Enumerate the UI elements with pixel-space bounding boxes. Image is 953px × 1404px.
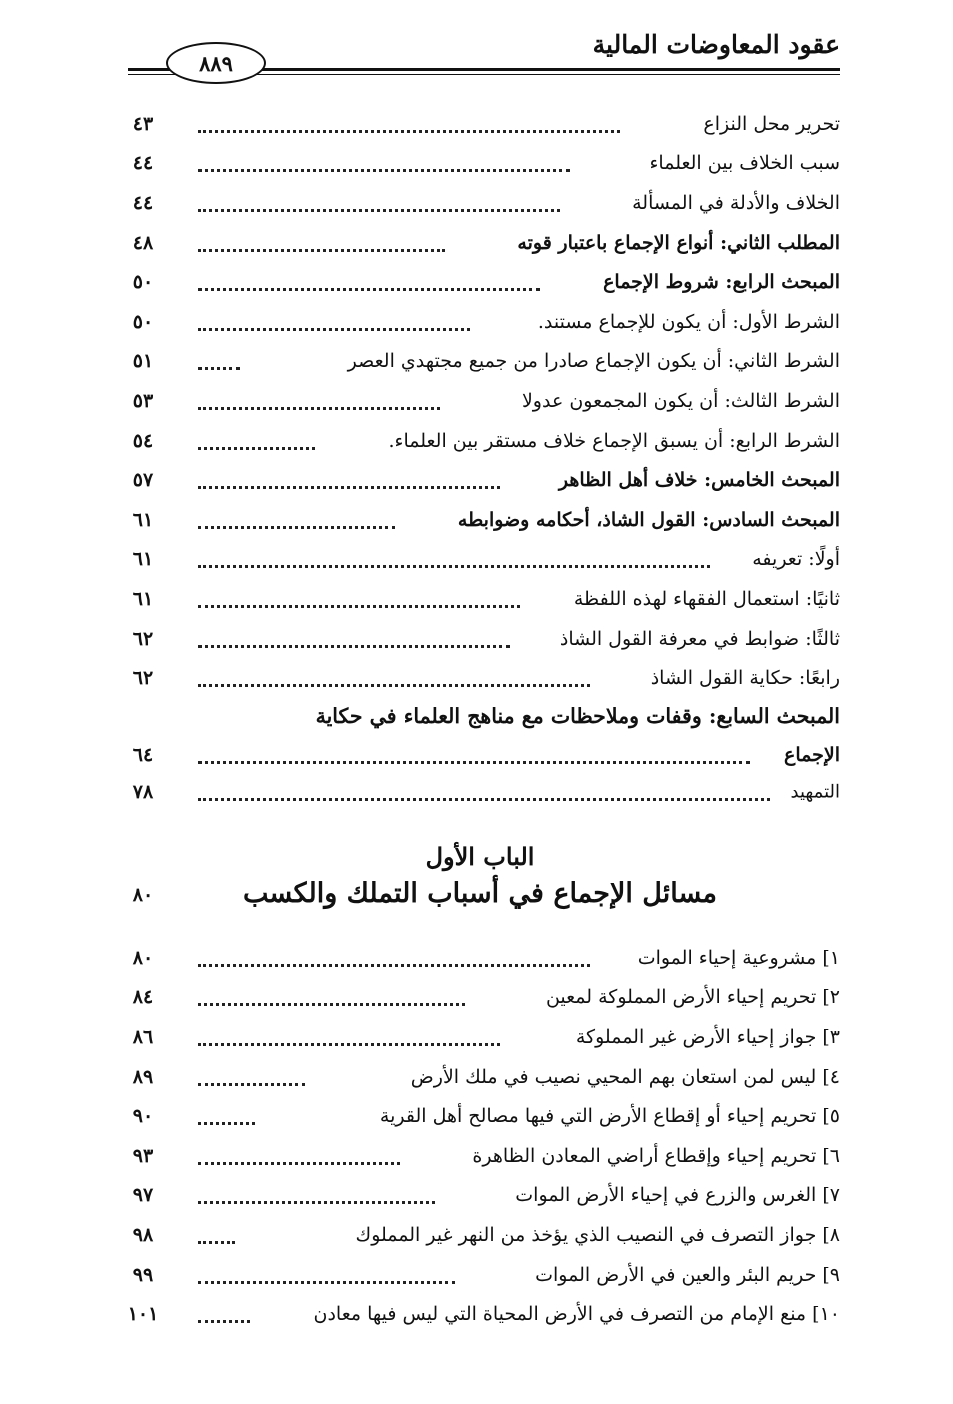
leader-dots xyxy=(198,167,570,172)
toc-label: ٥] تحريم إحياء أو إقطاع الأرض التي فيها مصالح أهل القرية xyxy=(370,1105,840,1127)
toc-row[interactable] xyxy=(120,381,840,421)
toc-page: ٨٠ xyxy=(132,946,154,969)
toc-label-bold: المطلب الثاني: xyxy=(713,231,840,254)
leader-dots xyxy=(198,603,520,608)
toc-page: ٩٣ xyxy=(132,1144,154,1167)
toc-row[interactable] xyxy=(120,460,840,500)
toc-part2 xyxy=(120,938,840,1334)
leader-dots xyxy=(198,1041,500,1046)
toc-row[interactable] xyxy=(120,104,840,144)
toc-page: ٦٢ xyxy=(132,627,154,650)
leader-dots xyxy=(198,524,395,529)
toc-page: ٩٧ xyxy=(132,1184,154,1207)
leader-dots xyxy=(198,1199,435,1204)
leader-dots xyxy=(198,484,500,489)
toc-row[interactable] xyxy=(120,1096,840,1136)
toc-row[interactable] xyxy=(120,619,840,659)
leader-dots xyxy=(198,1279,455,1284)
leader-dots xyxy=(198,405,440,410)
toc-page: ٩٠ xyxy=(132,1105,154,1128)
toc-label-bold: المبحث الخامس: xyxy=(697,469,840,492)
leader-dots xyxy=(198,445,315,450)
toc-page: ٩٨ xyxy=(132,1223,154,1246)
toc-label-rest: وقفات وملاحظات مع مناهج العلماء في حكاية xyxy=(315,704,702,729)
leader-dots xyxy=(198,796,770,801)
toc-label xyxy=(448,509,840,531)
toc-label: الخلاف والأدلة في المسألة xyxy=(622,192,840,214)
toc-page: ٤٨ xyxy=(132,231,154,254)
toc-label xyxy=(507,232,840,254)
toc-page: ٤٤ xyxy=(132,191,154,214)
toc-row[interactable] xyxy=(120,342,840,382)
toc-page: ٤٣ xyxy=(132,112,154,135)
toc-label-rest: القول الشاذ، أحكامه وضوابطه xyxy=(457,508,696,531)
toc-row[interactable] xyxy=(120,938,840,978)
toc-row[interactable] xyxy=(120,658,840,698)
toc-page: ٥١ xyxy=(132,350,154,373)
toc-page: ٥٠ xyxy=(132,310,154,333)
toc-label: ٧] الغرس والزرع في إحياء الأرض الموات xyxy=(505,1184,840,1206)
page-number-badge: ٨٨٩ xyxy=(166,42,266,84)
leader-dots xyxy=(198,759,750,764)
toc-page: ٥٧ xyxy=(132,469,154,492)
toc-row[interactable] xyxy=(120,775,840,809)
leader-dots xyxy=(198,1120,255,1125)
section-page: ٨٠ xyxy=(132,884,154,906)
toc-page: ٩٩ xyxy=(132,1263,154,1286)
toc-row[interactable] xyxy=(120,1136,840,1176)
toc-label: ٤] ليس لمن استعان بهم المحيي نصيب في ملك الأرض xyxy=(401,1066,840,1088)
toc-page: ٦١ xyxy=(132,508,154,531)
page-header xyxy=(128,30,840,80)
toc-label: ثالثًا: ضوابط في معرفة القول الشاذ xyxy=(550,628,840,650)
section-heading: الباب الأول xyxy=(425,842,535,871)
leader-dots xyxy=(198,207,560,212)
toc-label xyxy=(549,469,840,491)
toc-label: ثانيًا: استعمال الفقهاء لهذه اللفظة xyxy=(564,588,840,610)
leader-dots xyxy=(198,1318,250,1323)
toc-label: الشرط الأول: أن يكون للإجماع مستند. xyxy=(528,311,840,333)
toc-row[interactable] xyxy=(120,1176,840,1216)
toc-label: الشرط الرابع: أن يسبق الإجماع خلاف مستقر بين العلماء. xyxy=(378,430,840,452)
toc-page: ٦٤ xyxy=(132,743,154,766)
toc-page: ٦١ xyxy=(132,587,154,610)
toc-label: ١٠] منع الإمام من التصرف في الأرض المحياة التي ليس فيها معادن xyxy=(303,1303,840,1325)
toc-page: ٨٤ xyxy=(132,986,154,1009)
toc-row[interactable] xyxy=(120,302,840,342)
leader-dots xyxy=(198,643,510,648)
toc-page: ٦١ xyxy=(132,548,154,571)
book-title: عقود المعاوضات المالية xyxy=(592,30,840,59)
toc-page: ٨٦ xyxy=(132,1025,154,1048)
leader-dots xyxy=(198,286,540,291)
toc-label-rest: خلاف أهل الظاهر xyxy=(558,469,698,492)
toc-page: ٥٠ xyxy=(132,271,154,294)
toc-page: ٥٤ xyxy=(132,429,154,452)
leader-dots xyxy=(198,128,620,133)
toc-page: ٧٨ xyxy=(132,780,154,803)
toc-row[interactable] xyxy=(120,978,840,1018)
section-subheading: مسائل الإجماع في أسباب التملك والكسب xyxy=(242,878,718,909)
toc-label: ٦] تحريم إحياء وإقطاع أراضي المعادن الظاهرة xyxy=(462,1145,840,1167)
toc-row[interactable] xyxy=(120,540,840,580)
toc-label: أولًا: تعريفه xyxy=(742,548,840,570)
toc-label: ١] مشروعية إحياء الموات xyxy=(628,947,840,969)
toc-page: ٥٣ xyxy=(132,389,154,412)
toc-label: تحرير محل النزاع xyxy=(693,113,840,135)
leader-dots xyxy=(198,365,240,370)
toc-label: ٨] جواز التصرف في النصيب الذي يؤخذ من النهر غير المملوك xyxy=(346,1224,840,1246)
toc-row[interactable] xyxy=(120,262,840,302)
toc-label-bold: المبحث الرابع: xyxy=(718,271,840,294)
toc-page: ٦٢ xyxy=(132,667,154,690)
leader-dots xyxy=(198,962,590,967)
toc-label: التمهيد xyxy=(781,781,841,802)
toc-row-wrapped-line2[interactable] xyxy=(120,735,840,775)
toc-label-bold: المبحث السادس: xyxy=(695,508,840,531)
toc-row[interactable] xyxy=(120,579,840,619)
leader-dots xyxy=(198,1081,305,1086)
toc-row-wrapped-line1[interactable] xyxy=(120,698,840,735)
toc-row[interactable] xyxy=(120,500,840,540)
toc-row[interactable] xyxy=(120,1017,840,1057)
toc-row[interactable] xyxy=(120,1255,840,1295)
toc-label: ٩] حريم البئر والعين في الأرض الموات xyxy=(525,1264,840,1286)
toc-label-bold: المبحث السابع: xyxy=(701,704,840,729)
toc-row[interactable] xyxy=(120,144,840,184)
toc-part1 xyxy=(120,104,840,809)
toc-label xyxy=(593,271,840,293)
toc-label: ٣] جواز إحياء الأرض غير المملوكة xyxy=(566,1026,840,1048)
toc-label xyxy=(306,704,840,728)
toc-row[interactable] xyxy=(120,421,840,461)
toc-label-rest: أنواع الإجماع باعتبار قوته xyxy=(517,231,714,254)
toc-row[interactable] xyxy=(120,223,840,263)
leader-dots xyxy=(198,1160,400,1165)
toc-label: رابعًا: حكاية القول الشاذ xyxy=(641,667,840,689)
toc-page: ١٠١ xyxy=(127,1303,159,1326)
toc-label-bold: الإجماع xyxy=(784,743,840,766)
leader-dots xyxy=(198,563,710,568)
toc-label: سبب الخلاف بين العلماء xyxy=(639,152,840,174)
leader-dots xyxy=(198,326,470,331)
toc-row[interactable] xyxy=(120,1057,840,1097)
toc-page: ٤٤ xyxy=(132,152,154,175)
toc-row[interactable] xyxy=(120,183,840,223)
toc-page: ٨٩ xyxy=(132,1065,154,1088)
toc-label: الشرط الثالث: أن يكون المجمعون عدولا xyxy=(512,390,840,412)
leader-dots xyxy=(198,1239,235,1244)
leader-dots xyxy=(198,247,445,252)
toc-label xyxy=(774,744,840,766)
leader-dots xyxy=(198,682,590,687)
toc-label-rest: شروط الإجماع xyxy=(603,271,719,294)
toc-row[interactable] xyxy=(120,1294,840,1334)
toc-label: الشرط الثاني: أن يكون الإجماع صادرا من جميع مجتهدي العصر xyxy=(338,350,840,372)
toc-label: ٢] تحريم إحياء الأرض المملوكة لمعين xyxy=(536,986,840,1008)
leader-dots xyxy=(198,1001,465,1006)
toc-row[interactable] xyxy=(120,1215,840,1255)
